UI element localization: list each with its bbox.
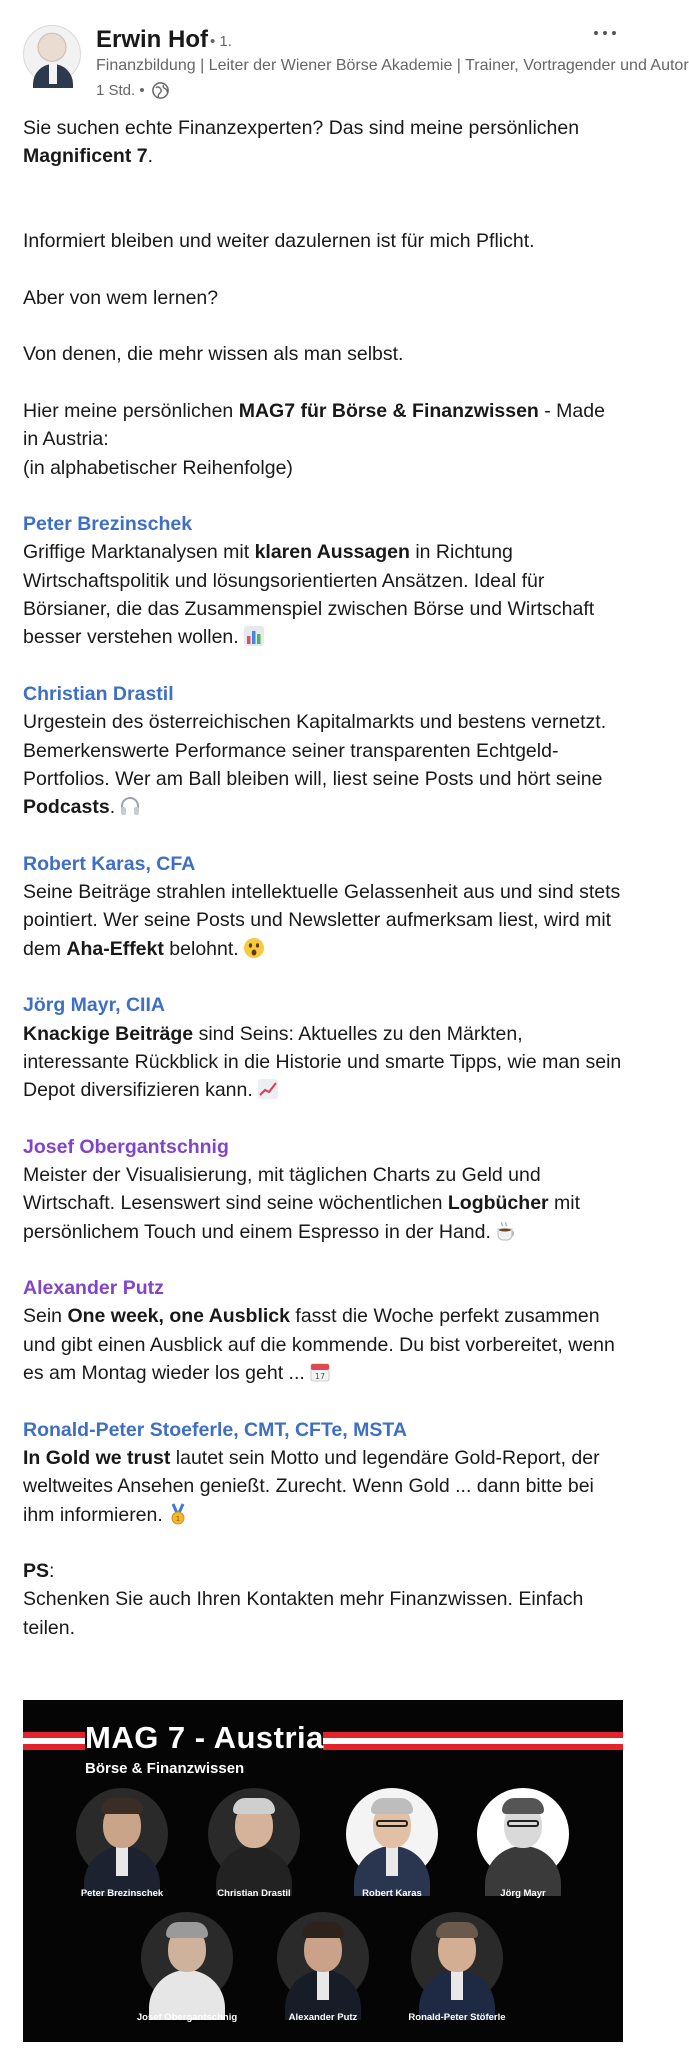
expert-text-brezinschek	[23, 538, 623, 651]
photo-drastil	[208, 1788, 300, 1880]
expert-text-pre: Sein	[23, 1305, 68, 1328]
expert-text-putz	[23, 1302, 623, 1387]
banner-stripe-red-left-2	[23, 1744, 85, 1750]
person-name-mayr: Jörg Mayr	[500, 1888, 546, 1899]
post-meta	[96, 81, 170, 100]
expert-mention-stoeferle[interactable]: Ronald-Peter Stoeferle, CMT, CFTe, MSTA	[23, 1418, 407, 1441]
expert-text-post: fasst die Woche perfekt zusammen und gibt einen Ausblick auf die kommende. Du bist vorbereitet, wenn es am Montag wieder los geht ...	[23, 1305, 615, 1385]
globe-icon	[151, 81, 170, 100]
expert-text-bold: One week, one Ausblick	[67, 1305, 290, 1328]
person-name-brezinschek: Peter Brezinschek	[80, 1888, 164, 1899]
expert-mention-karas[interactable]: Robert Karas, CFA	[23, 852, 196, 875]
photo-mayr	[477, 1788, 569, 1880]
photo-brezinschek	[76, 1788, 168, 1880]
post-line-aber: Aber von wem lernen?	[23, 286, 219, 309]
person-name-drastil: Christian Drastil	[217, 1888, 291, 1899]
expert-text-pre: Meister der Visualisierung, mit täglichen Charts zu Geld und Wirtschaft. Lesenswert sind seine wöchentlichen	[23, 1163, 541, 1215]
expert-mention-drastil[interactable]: Christian Drastil	[23, 682, 174, 705]
person-name-obergantschnig: Josef Obergantschnig	[136, 2012, 238, 2023]
expert-text-bold: Knackige Beiträge	[23, 1022, 194, 1045]
expert-text-pre: Griffige Marktanalysen mit	[23, 541, 255, 564]
headphones-emoji	[119, 795, 141, 817]
expert-text-drastil	[23, 708, 623, 821]
author-headline: Finanzbildung | Leiter der Wiener Börse Akademie | Trainer, Vortragender und Autor	[96, 57, 689, 74]
post-line-order: (in alphabetischer Reihenfolge)	[23, 456, 293, 479]
hier-text: Hier meine persönlichen	[23, 399, 239, 422]
post-line-informiert: Informiert bleiben und weiter dazulernen ist für mich Pflicht.	[23, 230, 535, 253]
intro-bold: Magnificent 7	[23, 145, 148, 168]
more-options-button[interactable]	[590, 22, 622, 42]
intro-text: Sie suchen echte Finanzexperten? Das sind meine persönlichen	[23, 117, 580, 139]
expert-text-mayr	[23, 1020, 623, 1105]
svg-text:1: 1	[175, 1514, 181, 1523]
expert-text-bold: In Gold we trust	[23, 1446, 171, 1469]
banner-stripe-red-right-2	[323, 1744, 623, 1750]
expert-text-bold: Aha-Effekt	[66, 937, 164, 960]
post-line-von: Von denen, die mehr wissen als man selbst.	[23, 343, 404, 366]
ps-line	[23, 1557, 623, 1585]
expert-mention-mayr[interactable]: Jörg Mayr, CIIA	[23, 994, 165, 1017]
expert-text-post: sind Seins: Aktuelles zu den Märkten, interessante Rückblick in die Historie und smarte Tipps, wie man sein Depot diversifizieren kann.	[23, 1022, 622, 1102]
ps-text: Schenken Sie auch Ihren Kontakten mehr Finanzwissen. Einfach teilen.	[23, 1588, 584, 1639]
post-header	[0, 0, 689, 110]
expert-text-pre: Seine Beiträge strahlen intellektuelle Gelassenheit aus und sind stets pointiert. Wer seine Posts und Newsletter aufmerksam liest, wird mit dem	[23, 881, 621, 960]
expert-text-bold: Podcasts	[23, 796, 110, 819]
expert-text-stoeferle	[23, 1444, 623, 1529]
svg-text:17: 17	[314, 1372, 325, 1382]
author-avatar[interactable]	[23, 25, 81, 83]
calendar-emoji	[309, 1361, 331, 1383]
hier-text-2: - Made in Austria:	[23, 399, 605, 451]
gold-medal-emoji	[167, 1503, 189, 1525]
photo-stoeferle	[411, 1912, 503, 2004]
ps-colon: :	[49, 1560, 55, 1583]
coffee-emoji	[495, 1220, 517, 1242]
intro-period: .	[147, 145, 154, 168]
post-body	[23, 114, 623, 1642]
expert-text-pre: Urgestein des österreichischen Kapitalmarkts und bestens vernetzt. Bemerkenswerte Performance seiner transparenten Echtgeld-Portfolios. Wer am Ball bleiben will, liest seine Posts und hört seine	[23, 711, 607, 790]
expert-mention-putz[interactable]: Alexander Putz	[23, 1277, 164, 1300]
expert-text-bold: Logbücher	[447, 1192, 549, 1215]
expert-text-post: in Richtung Wirtschaftspolitik und lösungsorientierten Ansätzen. Ideal für Börsianer, die das Zusammenspiel zwischen Börse und Wirtschaft besser verstehen wollen.	[23, 541, 595, 649]
expert-text-post: .	[109, 796, 116, 819]
connection-degree: • 1.	[210, 33, 232, 50]
expert-text-obergantschnig	[23, 1161, 623, 1246]
post-intro	[23, 114, 623, 171]
expert-mention-brezinschek[interactable]: Peter Brezinschek	[23, 513, 193, 536]
post-time: 1 Std. •	[96, 82, 145, 99]
expert-text-post: belohnt.	[163, 937, 239, 960]
banner-title: MAG 7 - Austria	[85, 1720, 324, 1755]
banner-subtitle: Börse & Finanzwissen	[85, 1760, 245, 1777]
author-name[interactable]: Erwin Hof	[96, 26, 208, 53]
person-name-stoeferle: Ronald-Peter Stöferle	[408, 2012, 506, 2023]
photo-obergantschnig	[141, 1912, 233, 2004]
expert-text-bold: klaren Aussagen	[254, 541, 410, 564]
bar-chart-emoji	[243, 625, 265, 647]
post-image-banner[interactable]	[23, 1700, 623, 2042]
hier-bold: MAG7 für Börse & Finanzwissen	[238, 399, 539, 422]
post-line-hier	[23, 397, 623, 454]
person-name-karas: Robert Karas	[362, 1888, 422, 1899]
ps-label: PS	[23, 1560, 50, 1583]
chart-increasing-emoji	[257, 1078, 279, 1100]
photo-karas	[346, 1788, 438, 1880]
expert-text-post: mit persönlichem Touch und einem Espresso in der Hand.	[23, 1192, 581, 1243]
avatar-shirt	[49, 64, 57, 84]
astonished-face-emoji	[243, 937, 265, 959]
expert-text-karas	[23, 878, 623, 963]
person-name-putz: Alexander Putz	[288, 2012, 358, 2023]
expert-mention-obergantschnig[interactable]: Josef Obergantschnig	[23, 1135, 229, 1158]
expert-text-post: lautet sein Motto und legendäre Gold-Report, der weltweites Ansehen genießt. Zurecht. Wenn Gold ... dann bitte bei ihm informieren.	[23, 1446, 600, 1526]
photo-putz	[277, 1912, 369, 2004]
